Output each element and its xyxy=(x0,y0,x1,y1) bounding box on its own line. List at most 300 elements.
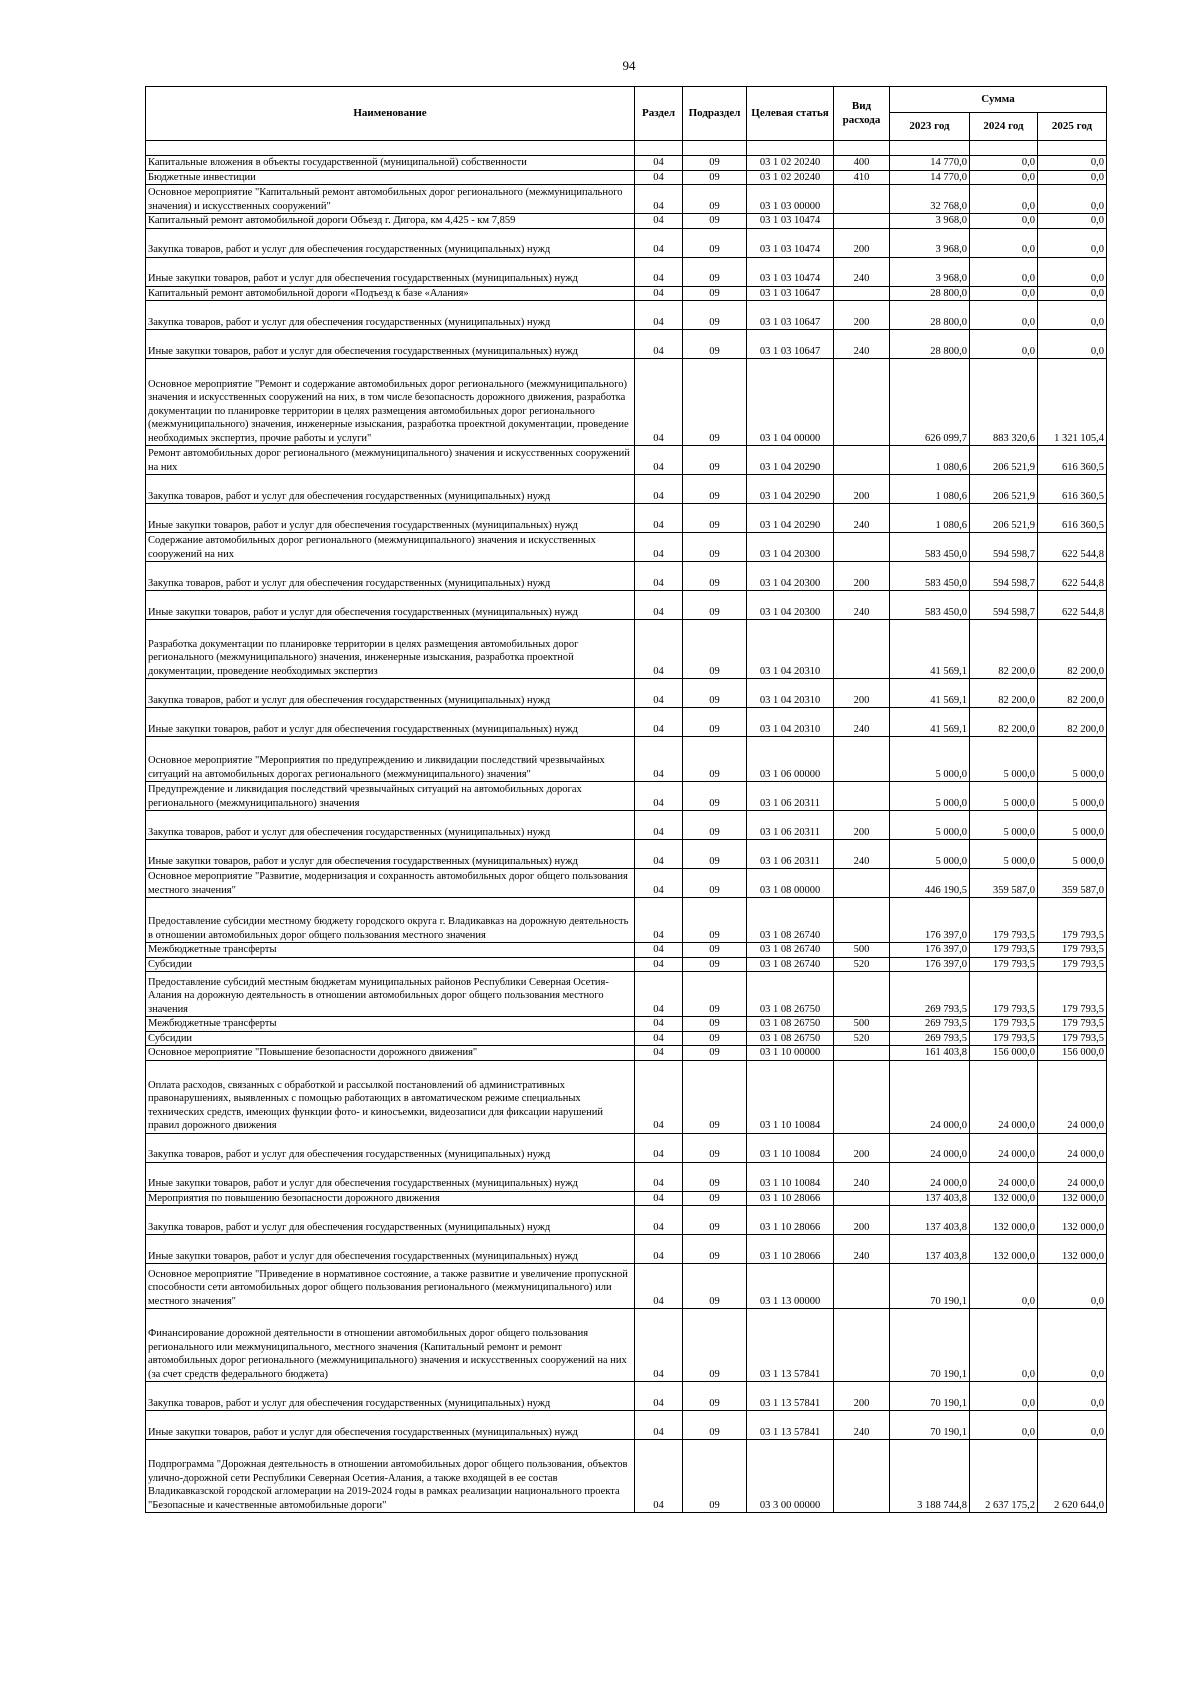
row-section: 04 xyxy=(635,446,683,475)
row-section: 04 xyxy=(635,504,683,533)
row-section: 04 xyxy=(635,1162,683,1191)
row-sum-2023: 1 080,6 xyxy=(890,504,970,533)
row-sum-2025: 0,0 xyxy=(1038,257,1107,286)
table-row xyxy=(146,504,1107,533)
header-year-2025: 2025 год xyxy=(1038,113,1107,141)
row-sum-2024: 206 521,9 xyxy=(970,504,1038,533)
row-target-article: 03 1 10 28066 xyxy=(747,1235,834,1264)
row-target-article: 03 1 04 20290 xyxy=(747,475,834,504)
row-sum-2025: 0,0 xyxy=(1038,156,1107,171)
row-expense-type xyxy=(834,185,890,214)
row-section: 04 xyxy=(635,156,683,171)
row-expense-type: 410 xyxy=(834,170,890,185)
row-sum-2023: 70 190,1 xyxy=(890,1309,970,1382)
row-sum-2025: 179 793,5 xyxy=(1038,972,1107,1017)
row-sum-2023: 176 397,0 xyxy=(890,957,970,972)
row-name: Содержание автомобильных дорог регионального (межмуниципального) значения и искусственных сооружений на них xyxy=(146,533,635,562)
row-subsection: 09 xyxy=(683,869,747,898)
row-subsection: 09 xyxy=(683,1411,747,1440)
row-sum-2024: 132 000,0 xyxy=(970,1191,1038,1206)
row-expense-type: 240 xyxy=(834,1411,890,1440)
row-name: Основное мероприятие "Капитальный ремонт автомобильных дорог регионального (межмуниципального значения) и искусственных сооружений" xyxy=(146,185,635,214)
row-subsection: 09 xyxy=(683,957,747,972)
row-sum-2024: 82 200,0 xyxy=(970,620,1038,679)
row-target-article: 03 1 04 20300 xyxy=(747,591,834,620)
row-section: 04 xyxy=(635,1017,683,1032)
row-sum-2024: 0,0 xyxy=(970,330,1038,359)
row-sum-2023: 70 190,1 xyxy=(890,1411,970,1440)
row-sum-2023: 28 800,0 xyxy=(890,301,970,330)
row-name: Основное мероприятие "Приведение в нормативное состояние, а также развитие и увеличение пропускной способности сети автомобильных дорог общего пользования регионального (межмуниципального) или местного значения" xyxy=(146,1264,635,1309)
row-sum-2025: 0,0 xyxy=(1038,1264,1107,1309)
row-expense-type xyxy=(834,446,890,475)
row-sum-2025: 5 000,0 xyxy=(1038,840,1107,869)
row-section: 04 xyxy=(635,943,683,958)
row-sum-2023: 24 000,0 xyxy=(890,1060,970,1133)
row-sum-2025: 2 620 644,0 xyxy=(1038,1440,1107,1513)
row-expense-type: 200 xyxy=(834,562,890,591)
table-row xyxy=(146,840,1107,869)
table-row xyxy=(146,228,1107,257)
row-subsection: 09 xyxy=(683,214,747,229)
row-sum-2025: 179 793,5 xyxy=(1038,1031,1107,1046)
row-sum-2024: 5 000,0 xyxy=(970,737,1038,782)
row-expense-type: 500 xyxy=(834,943,890,958)
row-name: Закупка товаров, работ и услуг для обеспечения государственных (муниципальных) нужд xyxy=(146,811,635,840)
table-row xyxy=(146,446,1107,475)
row-section: 04 xyxy=(635,898,683,943)
row-section: 04 xyxy=(635,1133,683,1162)
row-sum-2023: 3 188 744,8 xyxy=(890,1440,970,1513)
row-subsection: 09 xyxy=(683,1060,747,1133)
table-row xyxy=(146,286,1107,301)
row-name: Основное мероприятие "Мероприятия по предупреждению и ликвидации последствий чрезвычайных ситуаций на автомобильных дорогах регионального (межмуниципального) значения" xyxy=(146,737,635,782)
row-name: Капитальные вложения в объекты государственной (муниципальной) собственности xyxy=(146,156,635,171)
table-row xyxy=(146,620,1107,679)
row-target-article: 03 1 13 00000 xyxy=(747,1264,834,1309)
row-target-article: 03 1 10 10084 xyxy=(747,1162,834,1191)
row-sum-2024: 179 793,5 xyxy=(970,943,1038,958)
row-section: 04 xyxy=(635,737,683,782)
row-subsection: 09 xyxy=(683,1191,747,1206)
header-year-2024: 2024 год xyxy=(970,113,1038,141)
row-subsection: 09 xyxy=(683,228,747,257)
table-row xyxy=(146,1382,1107,1411)
row-subsection: 09 xyxy=(683,679,747,708)
row-subsection: 09 xyxy=(683,562,747,591)
row-sum-2024: 179 793,5 xyxy=(970,1017,1038,1032)
row-section: 04 xyxy=(635,840,683,869)
row-target-article: 03 1 03 10647 xyxy=(747,301,834,330)
row-name: Иные закупки товаров, работ и услуг для обеспечения государственных (муниципальных) нужд xyxy=(146,1411,635,1440)
row-subsection: 09 xyxy=(683,898,747,943)
row-subsection: 09 xyxy=(683,1309,747,1382)
header-subsection: Подраздел xyxy=(683,87,747,141)
row-sum-2023: 1 080,6 xyxy=(890,446,970,475)
row-expense-type xyxy=(834,359,890,446)
row-section: 04 xyxy=(635,1206,683,1235)
row-sum-2025: 0,0 xyxy=(1038,1382,1107,1411)
row-sum-2025: 82 200,0 xyxy=(1038,620,1107,679)
row-sum-2024: 594 598,7 xyxy=(970,562,1038,591)
row-expense-type: 240 xyxy=(834,330,890,359)
row-expense-type xyxy=(834,286,890,301)
row-sum-2023: 269 793,5 xyxy=(890,1017,970,1032)
row-expense-type xyxy=(834,1046,890,1061)
row-sum-2023: 70 190,1 xyxy=(890,1382,970,1411)
table-row xyxy=(146,782,1107,811)
row-section: 04 xyxy=(635,782,683,811)
table-row xyxy=(146,1440,1107,1513)
row-target-article: 03 1 13 57841 xyxy=(747,1382,834,1411)
row-sum-2023: 1 080,6 xyxy=(890,475,970,504)
row-section: 04 xyxy=(635,1046,683,1061)
row-name: Подпрограмма "Дорожная деятельность в отношении автомобильных дорог общего пользования, объектов улично-дорожной сети Республики Северная Осетия-Алания, а также входящей в ее состав Владикавказской городской агломерации на 2019-2024 годы в рамках реализации национального проекта "Безопасные и качественные автомобильные дороги" xyxy=(146,1440,635,1513)
row-name: Закупка товаров, работ и услуг для обеспечения государственных (муниципальных) нужд xyxy=(146,562,635,591)
row-sum-2025: 616 360,5 xyxy=(1038,475,1107,504)
row-section: 04 xyxy=(635,330,683,359)
row-subsection: 09 xyxy=(683,185,747,214)
row-sum-2023: 41 569,1 xyxy=(890,620,970,679)
row-sum-2023: 14 770,0 xyxy=(890,170,970,185)
row-sum-2025: 622 544,8 xyxy=(1038,562,1107,591)
table-row xyxy=(146,1162,1107,1191)
row-subsection: 09 xyxy=(683,591,747,620)
row-target-article: 03 1 08 26740 xyxy=(747,943,834,958)
row-sum-2025: 179 793,5 xyxy=(1038,957,1107,972)
row-section: 04 xyxy=(635,228,683,257)
table-row xyxy=(146,811,1107,840)
row-name: Иные закупки товаров, работ и услуг для обеспечения государственных (муниципальных) нужд xyxy=(146,504,635,533)
row-name: Межбюджетные трансферты xyxy=(146,1017,635,1032)
row-sum-2024: 2 637 175,2 xyxy=(970,1440,1038,1513)
row-target-article: 03 1 04 00000 xyxy=(747,359,834,446)
table-row xyxy=(146,359,1107,446)
row-section: 04 xyxy=(635,972,683,1017)
row-name: Закупка товаров, работ и услуг для обеспечения государственных (муниципальных) нужд xyxy=(146,1133,635,1162)
row-name: Предоставление субсидий местным бюджетам муниципальных районов Республики Северная Осетия-Алания на дорожную деятельность в отношении автомобильных дорог общего пользования местного значения xyxy=(146,972,635,1017)
table-row xyxy=(146,156,1107,171)
row-expense-type xyxy=(834,1191,890,1206)
row-subsection: 09 xyxy=(683,1382,747,1411)
row-sum-2023: 24 000,0 xyxy=(890,1133,970,1162)
row-sum-2024: 24 000,0 xyxy=(970,1162,1038,1191)
row-sum-2024: 0,0 xyxy=(970,1309,1038,1382)
row-target-article: 03 1 03 10474 xyxy=(747,228,834,257)
row-expense-type: 520 xyxy=(834,957,890,972)
row-name: Иные закупки товаров, работ и услуг для обеспечения государственных (муниципальных) нужд xyxy=(146,840,635,869)
row-target-article: 03 1 04 20300 xyxy=(747,562,834,591)
row-subsection: 09 xyxy=(683,257,747,286)
row-sum-2024: 0,0 xyxy=(970,214,1038,229)
row-subsection: 09 xyxy=(683,475,747,504)
row-name: Иные закупки товаров, работ и услуг для обеспечения государственных (муниципальных) нужд xyxy=(146,591,635,620)
row-sum-2023: 137 403,8 xyxy=(890,1191,970,1206)
table-row xyxy=(146,562,1107,591)
row-sum-2023: 28 800,0 xyxy=(890,330,970,359)
table-row xyxy=(146,1133,1107,1162)
table-row xyxy=(146,1411,1107,1440)
table-row xyxy=(146,214,1107,229)
row-section: 04 xyxy=(635,1382,683,1411)
row-target-article: 03 1 08 26750 xyxy=(747,1017,834,1032)
row-section: 04 xyxy=(635,1191,683,1206)
row-expense-type: 500 xyxy=(834,1017,890,1032)
row-sum-2023: 5 000,0 xyxy=(890,782,970,811)
row-sum-2024: 0,0 xyxy=(970,156,1038,171)
row-expense-type: 240 xyxy=(834,840,890,869)
row-expense-type xyxy=(834,1060,890,1133)
table-header xyxy=(146,87,1107,141)
row-subsection: 09 xyxy=(683,301,747,330)
row-subsection: 09 xyxy=(683,1133,747,1162)
table-row xyxy=(146,1031,1107,1046)
row-expense-type xyxy=(834,214,890,229)
row-name: Закупка товаров, работ и услуг для обеспечения государственных (муниципальных) нужд xyxy=(146,475,635,504)
row-sum-2025: 156 000,0 xyxy=(1038,1046,1107,1061)
row-expense-type: 520 xyxy=(834,1031,890,1046)
row-sum-2023: 24 000,0 xyxy=(890,1162,970,1191)
row-sum-2025: 179 793,5 xyxy=(1038,1017,1107,1032)
row-sum-2023: 41 569,1 xyxy=(890,708,970,737)
row-sum-2024: 883 320,6 xyxy=(970,359,1038,446)
row-section: 04 xyxy=(635,708,683,737)
row-section: 04 xyxy=(635,591,683,620)
row-name: Межбюджетные трансферты xyxy=(146,943,635,958)
row-subsection: 09 xyxy=(683,359,747,446)
row-expense-type: 200 xyxy=(834,475,890,504)
row-target-article: 03 1 06 20311 xyxy=(747,811,834,840)
header-target-article: Целевая статья xyxy=(747,87,834,141)
row-name: Закупка товаров, работ и услуг для обеспечения государственных (муниципальных) нужд xyxy=(146,301,635,330)
table-row xyxy=(146,1017,1107,1032)
row-sum-2024: 5 000,0 xyxy=(970,840,1038,869)
row-target-article: 03 1 04 20290 xyxy=(747,504,834,533)
row-name: Субсидии xyxy=(146,957,635,972)
row-sum-2025: 0,0 xyxy=(1038,301,1107,330)
row-sum-2023: 583 450,0 xyxy=(890,533,970,562)
row-sum-2025: 0,0 xyxy=(1038,185,1107,214)
row-sum-2023: 161 403,8 xyxy=(890,1046,970,1061)
row-sum-2024: 82 200,0 xyxy=(970,708,1038,737)
row-section: 04 xyxy=(635,170,683,185)
header-sum: Сумма xyxy=(890,87,1107,113)
row-expense-type: 200 xyxy=(834,1206,890,1235)
row-subsection: 09 xyxy=(683,1206,747,1235)
row-name: Разработка документации по планировке территории в целях размещения автомобильных дорог регионального (межмуниципального) значения, инженерные изыскания, разработка проектной документации, проведение необходимых экспертиз xyxy=(146,620,635,679)
row-section: 04 xyxy=(635,214,683,229)
row-name: Основное мероприятие "Повышение безопасности дорожного движения" xyxy=(146,1046,635,1061)
table-row xyxy=(146,301,1107,330)
row-target-article: 03 1 10 00000 xyxy=(747,1046,834,1061)
row-sum-2024: 0,0 xyxy=(970,170,1038,185)
row-sum-2024: 132 000,0 xyxy=(970,1235,1038,1264)
row-expense-type: 200 xyxy=(834,811,890,840)
row-expense-type: 400 xyxy=(834,156,890,171)
table-row xyxy=(146,1309,1107,1382)
row-sum-2025: 5 000,0 xyxy=(1038,737,1107,782)
table-row xyxy=(146,185,1107,214)
row-sum-2024: 132 000,0 xyxy=(970,1206,1038,1235)
row-expense-type xyxy=(834,737,890,782)
row-expense-type xyxy=(834,533,890,562)
row-subsection: 09 xyxy=(683,782,747,811)
table-row xyxy=(146,957,1107,972)
row-sum-2025: 616 360,5 xyxy=(1038,446,1107,475)
row-subsection: 09 xyxy=(683,811,747,840)
row-expense-type xyxy=(834,1440,890,1513)
row-section: 04 xyxy=(635,359,683,446)
row-sum-2023: 137 403,8 xyxy=(890,1206,970,1235)
row-sum-2023: 3 968,0 xyxy=(890,257,970,286)
page-number: 94 xyxy=(622,58,636,73)
row-expense-type: 240 xyxy=(834,1235,890,1264)
row-expense-type: 240 xyxy=(834,504,890,533)
table-row xyxy=(146,591,1107,620)
row-sum-2025: 0,0 xyxy=(1038,214,1107,229)
row-expense-type: 200 xyxy=(834,301,890,330)
row-sum-2025: 359 587,0 xyxy=(1038,869,1107,898)
row-sum-2025: 132 000,0 xyxy=(1038,1191,1107,1206)
row-name: Бюджетные инвестиции xyxy=(146,170,635,185)
row-name: Капитальный ремонт автомобильной дороги Объезд г. Дигора, км 4,425 - км 7,859 xyxy=(146,214,635,229)
row-sum-2023: 583 450,0 xyxy=(890,591,970,620)
row-sum-2024: 5 000,0 xyxy=(970,782,1038,811)
row-target-article: 03 1 03 10647 xyxy=(747,286,834,301)
row-section: 04 xyxy=(635,301,683,330)
row-target-article: 03 1 04 20310 xyxy=(747,679,834,708)
row-sum-2024: 0,0 xyxy=(970,185,1038,214)
row-expense-type xyxy=(834,620,890,679)
row-target-article: 03 1 08 00000 xyxy=(747,869,834,898)
row-sum-2025: 24 000,0 xyxy=(1038,1162,1107,1191)
table-row xyxy=(146,708,1107,737)
row-sum-2024: 594 598,7 xyxy=(970,591,1038,620)
row-section: 04 xyxy=(635,475,683,504)
row-section: 04 xyxy=(635,533,683,562)
row-name: Иные закупки товаров, работ и услуг для обеспечения государственных (муниципальных) нужд xyxy=(146,1235,635,1264)
row-sum-2024: 206 521,9 xyxy=(970,446,1038,475)
row-expense-type: 240 xyxy=(834,708,890,737)
row-name: Основное мероприятие "Ремонт и содержание автомобильных дорог регионального (межмуниципального) значения и искусственных сооружений на них, в том числе безопасность дорожного движения, разработка документации по планировке территории в целях размещения автомобильных дорог регионального (межмуниципального) значения, инженерные изыскания, разработка проектной документации, проведение необходимых экспертиз, прочие работы и услуги" xyxy=(146,359,635,446)
row-sum-2025: 0,0 xyxy=(1038,1309,1107,1382)
row-subsection: 09 xyxy=(683,330,747,359)
row-sum-2024: 24 000,0 xyxy=(970,1133,1038,1162)
row-sum-2024: 0,0 xyxy=(970,1382,1038,1411)
table-row xyxy=(146,1060,1107,1133)
row-subsection: 09 xyxy=(683,1017,747,1032)
row-subsection: 09 xyxy=(683,620,747,679)
row-subsection: 09 xyxy=(683,286,747,301)
row-target-article: 03 1 13 57841 xyxy=(747,1411,834,1440)
table-row xyxy=(146,737,1107,782)
table-row xyxy=(146,898,1107,943)
row-target-article: 03 1 08 26750 xyxy=(747,1031,834,1046)
table-row xyxy=(146,972,1107,1017)
row-sum-2025: 132 000,0 xyxy=(1038,1235,1107,1264)
row-sum-2025: 82 200,0 xyxy=(1038,708,1107,737)
header-year-2023: 2023 год xyxy=(890,113,970,141)
row-name: Финансирование дорожной деятельности в отношении автомобильных дорог общего пользования регионального или межмуниципального, местного значения (Капитальный ремонт и ремонт автомобильных дорог регионального (межмуниципального) значения и искусственных сооружений на них (за счет средств федерального бюджета) xyxy=(146,1309,635,1382)
row-expense-type: 240 xyxy=(834,591,890,620)
row-name: Закупка товаров, работ и услуг для обеспечения государственных (муниципальных) нужд xyxy=(146,1382,635,1411)
row-sum-2024: 24 000,0 xyxy=(970,1060,1038,1133)
row-section: 04 xyxy=(635,957,683,972)
row-sum-2023: 41 569,1 xyxy=(890,679,970,708)
row-expense-type: 240 xyxy=(834,257,890,286)
row-sum-2023: 70 190,1 xyxy=(890,1264,970,1309)
row-sum-2023: 176 397,0 xyxy=(890,898,970,943)
row-target-article: 03 1 04 20310 xyxy=(747,708,834,737)
row-sum-2024: 206 521,9 xyxy=(970,475,1038,504)
row-sum-2024: 179 793,5 xyxy=(970,957,1038,972)
row-section: 04 xyxy=(635,1060,683,1133)
row-target-article: 03 1 03 10474 xyxy=(747,214,834,229)
row-sum-2025: 179 793,5 xyxy=(1038,943,1107,958)
row-sum-2023: 5 000,0 xyxy=(890,840,970,869)
row-sum-2024: 179 793,5 xyxy=(970,1031,1038,1046)
row-sum-2023: 583 450,0 xyxy=(890,562,970,591)
row-section: 04 xyxy=(635,562,683,591)
row-sum-2025: 0,0 xyxy=(1038,170,1107,185)
row-sum-2025: 5 000,0 xyxy=(1038,811,1107,840)
row-sum-2025: 132 000,0 xyxy=(1038,1206,1107,1235)
row-sum-2024: 359 587,0 xyxy=(970,869,1038,898)
row-target-article: 03 1 13 57841 xyxy=(747,1309,834,1382)
row-subsection: 09 xyxy=(683,737,747,782)
row-name: Предоставление субсидии местному бюджету городского округа г. Владикавказ на дорожную деятельность в отношении автомобильных дорог общего пользования местного значения xyxy=(146,898,635,943)
row-target-article: 03 1 08 26740 xyxy=(747,898,834,943)
row-sum-2024: 594 598,7 xyxy=(970,533,1038,562)
row-sum-2023: 176 397,0 xyxy=(890,943,970,958)
row-target-article: 03 1 06 00000 xyxy=(747,737,834,782)
row-name: Закупка товаров, работ и услуг для обеспечения государственных (муниципальных) нужд xyxy=(146,228,635,257)
row-subsection: 09 xyxy=(683,504,747,533)
row-target-article: 03 1 03 00000 xyxy=(747,185,834,214)
row-sum-2025: 24 000,0 xyxy=(1038,1133,1107,1162)
row-sum-2024: 179 793,5 xyxy=(970,898,1038,943)
table-row xyxy=(146,1235,1107,1264)
row-sum-2023: 5 000,0 xyxy=(890,811,970,840)
row-expense-type xyxy=(834,1264,890,1309)
row-expense-type xyxy=(834,782,890,811)
table-row xyxy=(146,869,1107,898)
row-expense-type xyxy=(834,972,890,1017)
header-expense-type: Вид расхода xyxy=(834,87,890,141)
row-sum-2024: 0,0 xyxy=(970,301,1038,330)
row-sum-2025: 616 360,5 xyxy=(1038,504,1107,533)
row-section: 04 xyxy=(635,869,683,898)
row-subsection: 09 xyxy=(683,156,747,171)
row-section: 04 xyxy=(635,1264,683,1309)
header-section: Раздел xyxy=(635,87,683,141)
row-sum-2025: 1 321 105,4 xyxy=(1038,359,1107,446)
table-body xyxy=(146,141,1107,1513)
row-target-article: 03 1 10 10084 xyxy=(747,1060,834,1133)
row-name: Оплата расходов, связанных с обработкой и рассылкой постановлений об административных правонарушениях, выявленных с помощью работающих в автоматическом режиме специальных технических средств, имеющих функции фото- и киносъемки, видеозаписи для фиксации нарушений правил дорожного движения xyxy=(146,1060,635,1133)
row-target-article: 03 1 04 20300 xyxy=(747,533,834,562)
row-target-article: 03 1 04 20310 xyxy=(747,620,834,679)
row-sum-2024: 0,0 xyxy=(970,1411,1038,1440)
row-section: 04 xyxy=(635,1235,683,1264)
row-sum-2023: 14 770,0 xyxy=(890,156,970,171)
row-name: Иные закупки товаров, работ и услуг для обеспечения государственных (муниципальных) нужд xyxy=(146,257,635,286)
row-sum-2023: 137 403,8 xyxy=(890,1235,970,1264)
row-section: 04 xyxy=(635,1440,683,1513)
row-sum-2024: 0,0 xyxy=(970,286,1038,301)
row-section: 04 xyxy=(635,1309,683,1382)
row-sum-2024: 156 000,0 xyxy=(970,1046,1038,1061)
